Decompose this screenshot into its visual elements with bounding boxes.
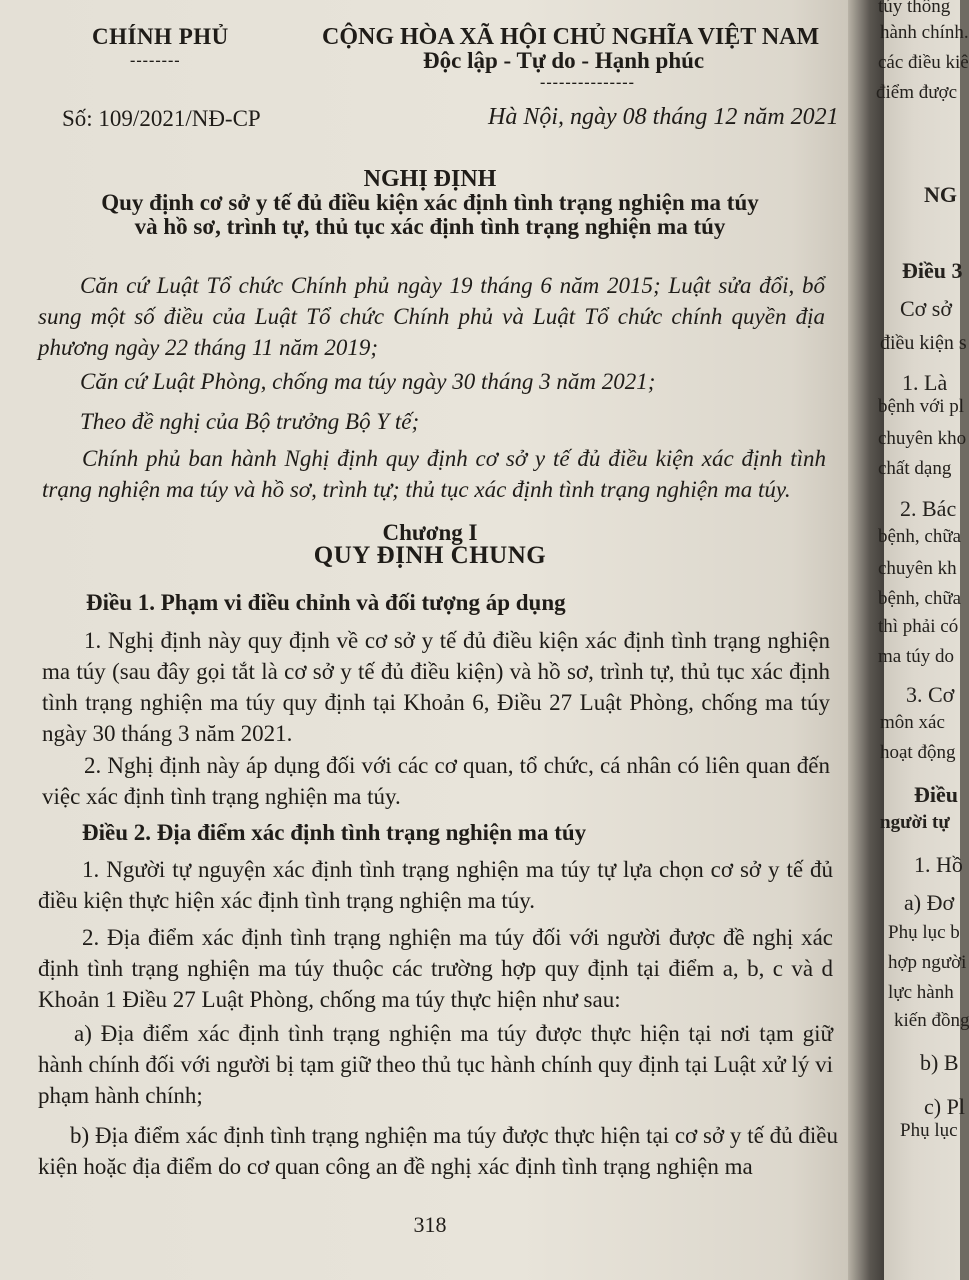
agency-underline: --------	[130, 52, 181, 69]
facing-line: bệnh với pl	[878, 396, 965, 417]
facing-line: Phụ lục	[900, 1120, 958, 1141]
document-title-line-1: Quy định cơ sở y tế đủ điều kiện xác định tình trạng nghiện ma túy	[101, 190, 759, 215]
article-2-point-a: a) Địa điểm xác định tình trạng nghiện ma túy được thực hiện tại nơi tạm giữ hành chính đối với người bị tạm giữ theo thủ tục hành chính quy định tại Luật xử lý vi phạm hành chính;	[38, 1021, 833, 1108]
facing-line: Điều 3	[902, 258, 963, 283]
facing-line: lực hành	[888, 982, 954, 1003]
facing-line: bệnh, chữa	[878, 526, 962, 547]
facing-line: bệnh, chữa	[878, 588, 962, 609]
preamble-proposal: Theo đề nghị của Bộ trưởng Bộ Y tế;	[80, 409, 420, 434]
facing-line: c) Pl	[924, 1094, 965, 1119]
facing-line: Cơ sở	[900, 296, 953, 321]
facing-line: túy thông	[878, 0, 951, 17]
book-gutter	[848, 0, 888, 1280]
facing-line: điều kiện s	[880, 332, 967, 354]
facing-line: người tự	[880, 812, 950, 833]
preamble-legal-basis-1: Căn cứ Luật Tổ chức Chính phủ ngày 19 tháng 6 năm 2015; Luật sửa đổi, bổ sung một số điều của Luật Tổ chức Chính phủ và Luật Tổ chức chính quyền địa phương ngày 22 tháng 11 năm 2019;	[38, 273, 825, 360]
chapter-title: QUY ĐỊNH CHUNG	[313, 542, 547, 569]
document-type: NGHỊ ĐỊNH	[363, 166, 497, 192]
page-number: 318	[413, 1212, 447, 1237]
facing-line: ma túy do	[878, 646, 954, 667]
facing-line: hoạt động	[880, 742, 956, 763]
article-2-clause-1: 1. Người tự nguyện xác định tình trạng nghiện ma túy tự lựa chọn cơ sở y tế đủ điều kiện thực hiện xác định tình trạng nghiện ma túy.	[38, 857, 833, 913]
preamble-legal-basis-2: Căn cứ Luật Phòng, chống ma túy ngày 30 tháng 3 năm 2021;	[80, 369, 656, 394]
facing-line: thì phải có	[878, 616, 959, 637]
facing-line: các điều kiê	[878, 52, 969, 73]
facing-page	[876, 0, 969, 1280]
facing-line: chuyên kho	[878, 428, 967, 449]
facing-line: b) B	[920, 1050, 959, 1075]
facing-line: môn xác	[880, 712, 945, 733]
facing-line: hợp người	[888, 952, 967, 973]
motto-underline: ---------------	[540, 74, 635, 91]
facing-line: 2. Bác	[900, 496, 957, 521]
article-1-heading: Điều 1. Phạm vi điều chỉnh và đối tượng áp dụng	[86, 590, 566, 615]
article-1-clause-2: 2. Nghị định này áp dụng đối với các cơ quan, tổ chức, cá nhân có liên quan đến việc xác định tình trạng nghiện ma túy.	[42, 753, 830, 809]
facing-line: hành chính.	[880, 22, 969, 43]
facing-line: NG	[924, 182, 957, 207]
national-title: CỘNG HÒA XÃ HỘI CHỦ NGHĨA VIỆT NAM	[322, 24, 820, 50]
facing-line: 1. Là	[902, 370, 948, 395]
facing-line: a) Đơ	[904, 890, 955, 915]
facing-line: 3. Cơ	[906, 682, 955, 707]
facing-line: Phụ lục b	[888, 922, 960, 943]
facing-line: 1. Hồ	[914, 852, 963, 877]
document-number: Số: 109/2021/NĐ-CP	[62, 106, 261, 131]
facing-line: chuyên kh	[878, 558, 957, 579]
national-motto: Độc lập - Tự do - Hạnh phúc	[423, 48, 705, 73]
facing-line: kiến đồng	[894, 1010, 969, 1031]
chapter-number: Chương I	[382, 520, 478, 545]
place-and-date: Hà Nội, ngày 08 tháng 12 năm 2021	[488, 104, 839, 130]
article-2-point-b: b) Địa điểm xác định tình trạng nghiện ma túy được thực hiện tại cơ sở y tế đủ điều kiện hoặc địa điểm do cơ quan công an đề nghị xác định tình trạng nghiện ma	[38, 1123, 838, 1179]
preamble-enactment: Chính phủ ban hành Nghị định quy định cơ sở y tế đủ điều kiện xác định tình trạng nghiện ma túy và hồ sơ, trình tự; thủ tục xác định tình trạng nghiện ma túy.	[42, 446, 826, 502]
facing-line: Điều	[914, 782, 958, 807]
facing-line: chất dạng	[878, 458, 952, 479]
article-2-heading: Điều 2. Địa điểm xác định tình trạng nghiện ma túy	[82, 820, 587, 845]
article-2-clause-2: 2. Địa điểm xác định tình trạng nghiện ma túy đối với người được đề nghị xác định tình trạng nghiện ma túy thuộc các trường hợp quy định tại điểm a, b, c và d Khoản 1 Điều 27 Luật Phòng, chống ma túy thực hiện như sau:	[38, 925, 833, 1012]
document-title-line-2: và hồ sơ, trình tự, thủ tục xác định tình trạng nghiện ma túy	[134, 214, 726, 239]
article-1-clause-1: 1. Nghị định này quy định về cơ sở y tế đủ điều kiện xác định tình trạng nghiện ma túy (sau đây gọi tắt là cơ sở y tế đủ điều kiện) và hồ sơ, trình tự, thủ tục xác định tình trạng nghiện ma túy quy định tại Khoản 6, Điều 27 Luật Phòng, chống ma túy ngày 30 tháng 3 năm 2021.	[42, 628, 830, 746]
facing-line: điểm được	[876, 82, 958, 103]
issuing-agency: CHÍNH PHỦ	[92, 24, 229, 49]
